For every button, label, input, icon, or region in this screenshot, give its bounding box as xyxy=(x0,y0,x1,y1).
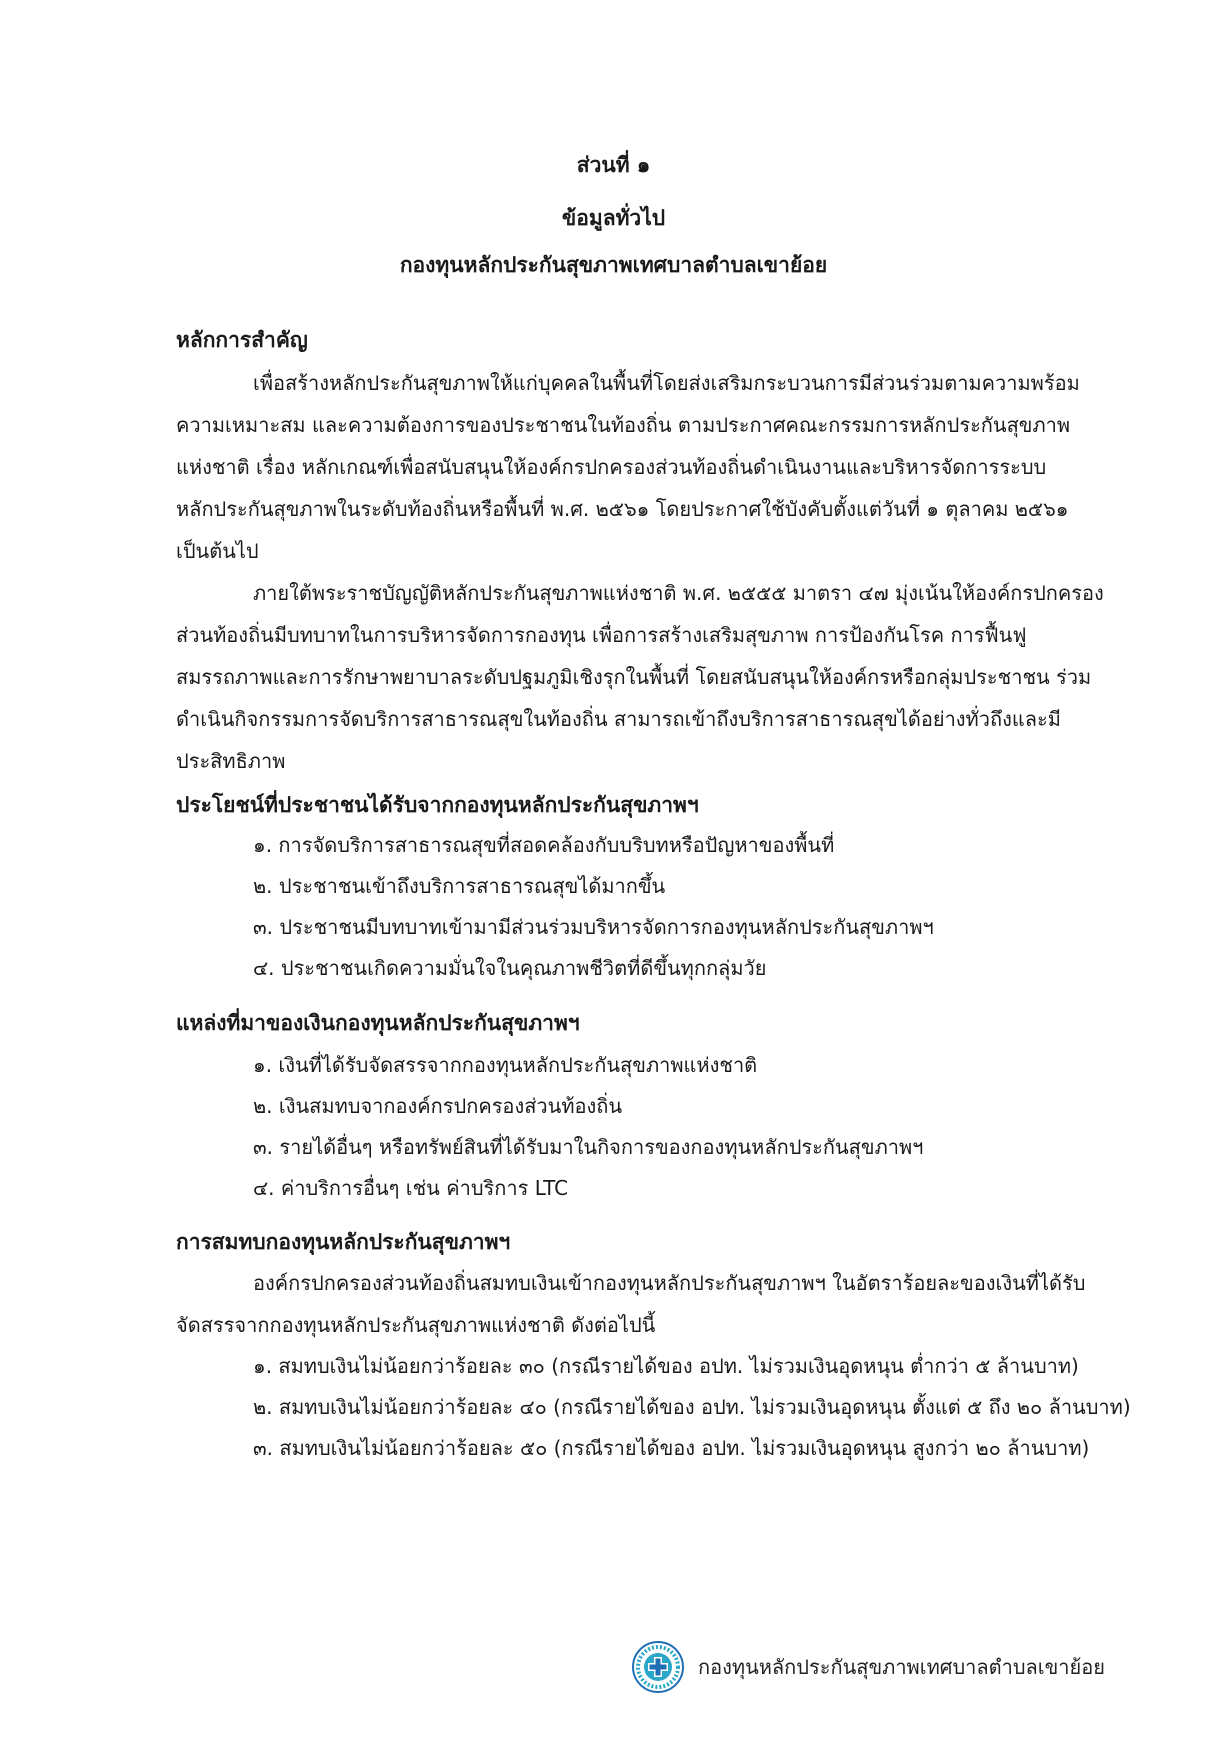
list-item: ๓. สมทบเงินไม่น้อยกว่าร้อยละ ๕๐ (กรณีรายได้ของ อปท. ไม่รวมเงินอุดหนุน สูงกว่า ๒๐ ล้านบาท) xyxy=(253,1436,1090,1460)
benefits-list xyxy=(253,825,1133,989)
principle-paragraph-2 xyxy=(176,572,1126,782)
list-item: ๒. สมทบเงินไม่น้อยกว่าร้อยละ ๔๐ (กรณีรายได้ของ อปท. ไม่รวมเงินอุดหนุน ตั้งแต่ ๕ ถึง ๒๐ ล้านบาท) xyxy=(253,1395,1131,1419)
paragraph-line: ดำเนินกิจกรรมการจัดบริการสาธารณสุขในท้องถิ่น สามารถเข้าถึงบริการสาธารณสุขได้อย่างทั่วถึงและมี xyxy=(176,707,1061,731)
sources-list xyxy=(253,1045,1133,1209)
footer-fund-name: กองทุนหลักประกันสุขภาพเทศบาลตำบลเขาย้อย xyxy=(698,1655,1105,1679)
fund-name-title: กองทุนหลักประกันสุขภาพเทศบาลตำบลเขาย้อย xyxy=(399,253,828,277)
contribution-heading: การสมทบกองทุนหลักประกันสุขภาพฯ xyxy=(176,1230,511,1254)
list-item: ๔. ประชาชนเกิดความมั่นใจในคุณภาพชีวิตที่ดีขึ้นทุกกลุ่มวัย xyxy=(253,956,767,980)
paragraph-line: สมรรถภาพและการรักษาพยาบาลระดับปฐมภูมิเชิงรุกในพื้นที่ โดยสนับสนุนให้องค์กรหรือกลุ่มประชาชน ร่วม xyxy=(176,665,1092,689)
list-item: ๒. เงินสมทบจากองค์กรปกครองส่วนท้องถิ่น xyxy=(253,1094,623,1118)
paragraph-line: ส่วนท้องถิ่นมีบทบาทในการบริหารจัดการกองทุน เพื่อการสร้างเสริมสุขภาพ การป้องกันโรค การฟื้นฟู xyxy=(176,623,1027,647)
section-subtitle: ข้อมูลทั่วไป xyxy=(561,206,666,230)
list-item: ๓. รายได้อื่นๆ หรือทรัพย์สินที่ได้รับมาในกิจการของกองทุนหลักประกันสุขภาพฯ xyxy=(253,1135,924,1159)
list-item: ๓. ประชาชนมีบทบาทเข้ามามีส่วนร่วมบริหารจัดการกองทุนหลักประกันสุขภาพฯ xyxy=(253,915,934,939)
paragraph-line: เพื่อสร้างหลักประกันสุขภาพให้แก่บุคคลในพื้นที่โดยส่งเสริมกระบวนการมีส่วนร่วมตามความพร้อม xyxy=(253,371,1080,395)
list-item: ๒. ประชาชนเข้าถึงบริการสาธารณสุขได้มากขึ้น xyxy=(253,874,666,898)
list-item: ๔. ค่าบริการอื่นๆ เช่น ค่าบริการ LTC xyxy=(253,1176,569,1200)
list-item: ๑. การจัดบริการสาธารณสุขที่สอดคล้องกับบริบทหรือปัญหาของพื้นที่ xyxy=(253,833,835,857)
paragraph-line: แห่งชาติ เรื่อง หลักเกณฑ์เพื่อสนับสนุนให้องค์กรปกครองส่วนท้องถิ่นดำเนินงานและบริหารจัดการระบบ xyxy=(176,455,1047,479)
list-item: ๑. สมทบเงินไม่น้อยกว่าร้อยละ ๓๐ (กรณีรายได้ของ อปท. ไม่รวมเงินอุดหนุน ต่ำกว่า ๕ ล้านบาท) xyxy=(253,1354,1079,1378)
contribution-intro xyxy=(176,1262,1126,1346)
paragraph-line: ประสิทธิภาพ xyxy=(176,749,286,773)
paragraph-line: จัดสรรจากกองทุนหลักประกันสุขภาพแห่งชาติ ดังต่อไปนี้ xyxy=(176,1313,656,1337)
paragraph-line: เป็นต้นไป xyxy=(176,539,259,563)
paragraph-line: องค์กรปกครองส่วนท้องถิ่นสมทบเงินเข้ากองทุนหลักประกันสุขภาพฯ ในอัตราร้อยละของเงินที่ได้รับ xyxy=(253,1271,1086,1295)
principle-paragraph-1 xyxy=(176,362,1126,572)
paragraph-line: ภายใต้พระราชบัญญัติหลักประกันสุขภาพแห่งชาติ พ.ศ. ๒๕๕๕ มาตรา ๔๗ มุ่งเน้นให้องค์กรปกครอง xyxy=(253,581,1104,605)
part-title: ส่วนที่ ๑ xyxy=(576,153,651,177)
page-footer xyxy=(632,1637,1105,1697)
benefits-heading: ประโยชน์ที่ประชาชนได้รับจากกองทุนหลักประกันสุขภาพฯ xyxy=(176,793,699,817)
paragraph-line: ความเหมาะสม และความต้องการของประชาชนในท้องถิ่น ตามประกาศคณะกรรมการหลักประกันสุขภาพ xyxy=(176,413,1071,437)
nhso-seal-icon xyxy=(632,1641,684,1693)
contribution-list xyxy=(253,1346,1133,1469)
list-item: ๑. เงินที่ได้รับจัดสรรจากกองทุนหลักประกันสุขภาพแห่งชาติ xyxy=(253,1053,758,1077)
principle-heading: หลักการสำคัญ xyxy=(176,328,308,352)
paragraph-line: หลักประกันสุขภาพในระดับท้องถิ่นหรือพื้นที่ พ.ศ. ๒๕๖๑ โดยประกาศใช้บังคับตั้งแต่วันที่ ๑ ตุลาคม ๒๕๖๑ xyxy=(176,497,1069,521)
sources-heading: แหล่งที่มาของเงินกองทุนหลักประกันสุขภาพฯ xyxy=(176,1011,580,1035)
